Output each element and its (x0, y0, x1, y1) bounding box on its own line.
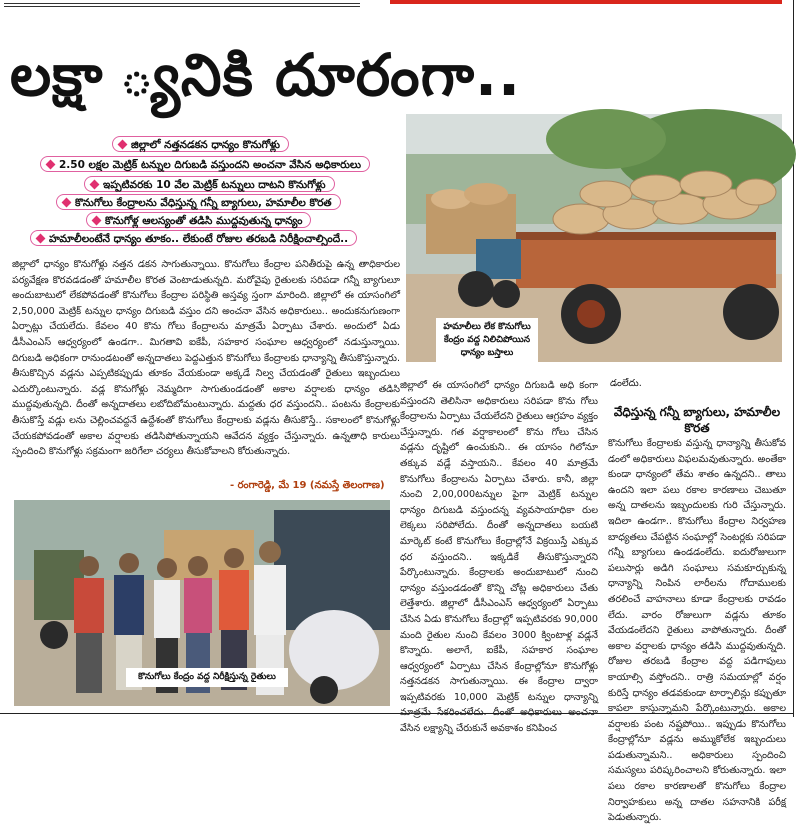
top-double-rule (4, 3, 360, 6)
bullet-item: కొనుగోళ్ల ఆలస్యంతో తడిసి ముద్దవుతున్న ధాన్యం (86, 212, 311, 228)
diamond-bullet-icon (62, 198, 72, 208)
article-right-continuation: డంలేదు. (610, 378, 642, 389)
bullet-item: ఇప్పటివరకు 10 వేల మెట్రిక్ టన్నులు దాటని కొనుగోళ్లు (84, 176, 335, 192)
diamond-bullet-icon (90, 180, 100, 190)
bullet-item: జిల్లాలో నత్తనడకన ధాన్యం కొనుగోళ్లు (112, 136, 289, 152)
photo-caption-truck: హమాలీలు లేక కొనుగోలు కేంద్రం వద్ద నిలిచిపోయిన ధాన్యం బస్తాలు (436, 318, 538, 363)
article-right-column: కొనుగోలు కేంద్రాలకు వస్తున్న ధాన్యాన్ని తీసుకోవ డంలో అధికారులు విఫలమవుతున్నారు. అంతేకా కుండా ధాన్యంలో తేమ శాతం ఉన్నదని.. తాలు ఉందని ఇలా పలు రకాల కారణాలు చెబుతూ అన్న దాతలను ఇబ్బందులకు గురి చేస్తున్నారు. ఇదిలా ఉండగా.. కొనుగోలు కేంద్రాల నిర్వహణ బాధ్యతలు చేపట్టిన సంఘాల్లో సెంటర్లకు సరిపడా గన్నీ బ్యాగులు ఉండడంలేదు. ఐదురోజులుగా పలుసార్లు అడిగి సంఘాలు సమకూర్చుకున్న ధాన్యాన్ని నింపిన లారీలను గోదాములకు తరలించే వాహనాలు కూడా కేంద్రాలకు రావడం లేదు. వారం రోజులుగా వడ్లను తూకం వేయడంలేదని రైతులు వాపోతున్నారు. దీంతో అకాల వర్షాలకు ధాన్యం తడిసి ముద్దవుతున్నది. రోజుల తరబడి కేంద్రాల వద్ద పడిగాపులు కాయాల్సి వస్తోందని.. రాత్రి సమయాల్లో వర్షం కురిస్తే ధాన్యం తడవకుండా టార్పాలిన్లు కప్పుతూ కాపలా కాస్తున్నామని పేర్కొంటున్నారు. అకాల వర్షాలకు పంట నష్టపోయి.. ఇప్పుడు కొనుగోలు కేంద్రాల్లోనూ వడ్లను అమ్ముకోలేక ఇబ్బందులు పడుతున్నామని.. అధికారులు స్పందించి సమస్యలు పరిష్కరించాలని కోరుతున్నారు. ఇలా పలు రకాల కారణాలతో కొనుగోలు కేంద్రాల నిర్వాహకులు అన్న దాతల సహనానికి పరీక్ష పెడుతున్నారు. (608, 438, 786, 824)
photo-caption-farmers: కొనుగోలు కేంద్రం వద్ద నిరీక్షిస్తున్న రైతులు (126, 668, 288, 687)
top-red-bar (390, 0, 782, 4)
diamond-bullet-icon (46, 160, 56, 170)
article-middle-column: జిల్లాలో ఈ యాసంగిలో ధాన్యం దిగుబడి అధి కంగా వస్తుందని తెలిసినా అధికారులు సరిపడా కొను గోలు కేంద్రాలను ఏర్పాటు చేయలేదని రైతులు ఆగ్రహం వ్యక్తం చేస్తున్నారు. గత వర్షాకాలంలో కొను గోలు చేసిన వడ్లను దృష్టిలో ఉంచుకుని.. ఈ యాసం గిలోనూ తక్కువ వడ్లే వస్తాయని.. కేవలం 40 మాత్రమే కొనుగోలు కేంద్రాలను ఏర్పాటు చేశారు. కానీ, జిల్లా నుంచి 2,00,000టన్నుల పైగా మెట్రిక్ టన్నుల ధాన్యం దిగుబడి వస్తుందన్న వ్యవసాయాధికా రుల లెక్కలు సరిపోలేదు. దీంతో అన్నదాతలు బయటి మార్కెట్ కంటే కొనుగోలు కేంద్రాల్లోనే విక్రయిస్తే ఎక్కువ ధర వస్తుందని.. ఇక్కడికే తీసుకొస్తున్నారని పేర్కొంటున్నారు. కేంద్రాలకు అందుబాటులో నుంచి ధాన్యం వస్తుండడంతో కొన్ని చోట్ల అధికారులు చేతు లెత్తేశారు. జిల్లాలో డీసీఎంఎస్ ఆధ్వర్యంలో ఏర్పాటు చేసిన ఏడు కొనుగోలు కేంద్రాల్లో ఇప్పటివరకు 90,000 మంది రైతుల నుంచి కేవలం 3000 క్వింటాళ్ల వడ్లనే కొన్నారు. అలాగే, ఐకేపీ, సహకార సంఘాల ఆధ్వర్యంలో ఏర్పాటు చేసిన కేంద్రాల్లోనూ కొనుగోళ్లు నత్తనడకన సాగుతున్నాయి. ఈ కేంద్రాల ద్వారా ఇప్పటివరకు 10,000 మెట్రిక్ టన్నుల ధాన్యాన్ని మాత్రమే సేకరించలేదు. దీంతో అధికారులు అంచనా వేసిన లక్ష్యాన్ని చేరుకునే అవకాశం కనిపించ (400, 380, 599, 735)
byline: - రంగారెడ్డి, మే 19 (నమస్తే తెలంగాణ) (230, 480, 385, 491)
diamond-bullet-icon (118, 140, 128, 150)
page-headline: లక్షా ్యనికి దూరంగా.. (10, 41, 522, 109)
diamond-bullet-icon (36, 234, 46, 244)
right-page-rule (793, 0, 794, 717)
bullet-item: 2.50 లక్షల మెట్రిక్ టన్నుల దిగుబడి వస్తుందని అంచనా వేసిన అధికారులు (40, 156, 370, 172)
section-subheading: వేధిస్తున్న గన్నీ బ్యాగులు, హమాలీల కొరత (613, 405, 781, 435)
bullet-item: హమాలీలంటేనే ధాన్యం తూకం.. లేకుంటే రోజుల తరబడి నిరీక్షించాల్సిందే.. (30, 230, 357, 246)
article-left-column: జిల్లాలో ధాన్యం కొనుగోళ్లు నత్తన డకన సాగుతున్నాయి. కొనుగోలు కేంద్రాల పనితీరుపై ఉన్న తాధికారుల పర్యవేక్షణ కొరవడడంతో హమాలీల కొరత వెంటాడుతున్నది. మరోవైపు రైతులకు సరిపడా గన్నీ బ్యాగులూ అందుబాటులో లేకపోవడంతో కొనుగోలు కేంద్రాల పరిస్థితి అస్తవ్య స్తంగా మారింది. జిల్లాలో ఈ యాసంగిలో 2,50,000 మెట్రిక్ టన్నుల ధాన్యం దిగుబడి వస్తుం దని అంచనా వేసిన అధికారులు.. అందుకనుగుణంగా ఏర్పాట్లు చేయలేదు. కేవలం 40 కొను గోలు కేంద్రాలను మాత్రమే ఏర్పాటు చేశారు. అందులో ఏడు డీసీఎంఎస్ ఆధ్వర్యంలో ఉండగా.. మిగతావి ఐకేపీ, సహకార సంఘాల ఆధ్వర్యంలో నడుస్తున్నాయి. దిగుబడి అధికంగా రానుండటంతో అన్నదాతలు పెద్దఎత్తున కొనుగోలు కేంద్రాలకు ధాన్యాన్ని తీసుకొస్తున్నారు. తీసుకొచ్చిన వడ్లను ఎప్పటికప్పుడు తూకం వేయకుండా అక్కడే నిల్వ చేయడంతో రైతులు ఇబ్బందులు ఎదుర్కొంటున్నారు. వడ్ల కొనుగోళ్లు నెమ్మదిగా సాగుతుండడంతో అకాల వర్షాలకు ధాన్యం తడిసి ముద్దవుతున్నది. దీంతో అన్నదాతలు లబోదిబోమంటున్నారు. మద్దతు ధర వస్తుందని.. పంటను కేంద్రాలకు తీసుకొస్తే వడ్లు లను చెల్లించవద్దనే ఉద్దేశంతో కొనుగోలు కేంద్రాలకు వడ్లను తీసుకొస్తే.. సకాలంలో కొనుగోళ్లు చేయకపోవడంతో అకాల వర్షాలకు తడిసిపోతున్నాయని ఆవేదన వ్యక్తం చేస్తున్నారు. ఉన్నతాధి కారులు స్పందించి కొనుగోళ్లు సక్రమంగా జరిగేలా చర్యలు తీసుకోవాలని కోరుతున్నారు. (12, 259, 400, 458)
diamond-bullet-icon (92, 216, 102, 226)
bullet-item: కొనుగోలు కేంద్రాలను వేధిస్తున్న గన్నీ బ్యాగులు, హమాలీల కొరత (56, 194, 341, 210)
